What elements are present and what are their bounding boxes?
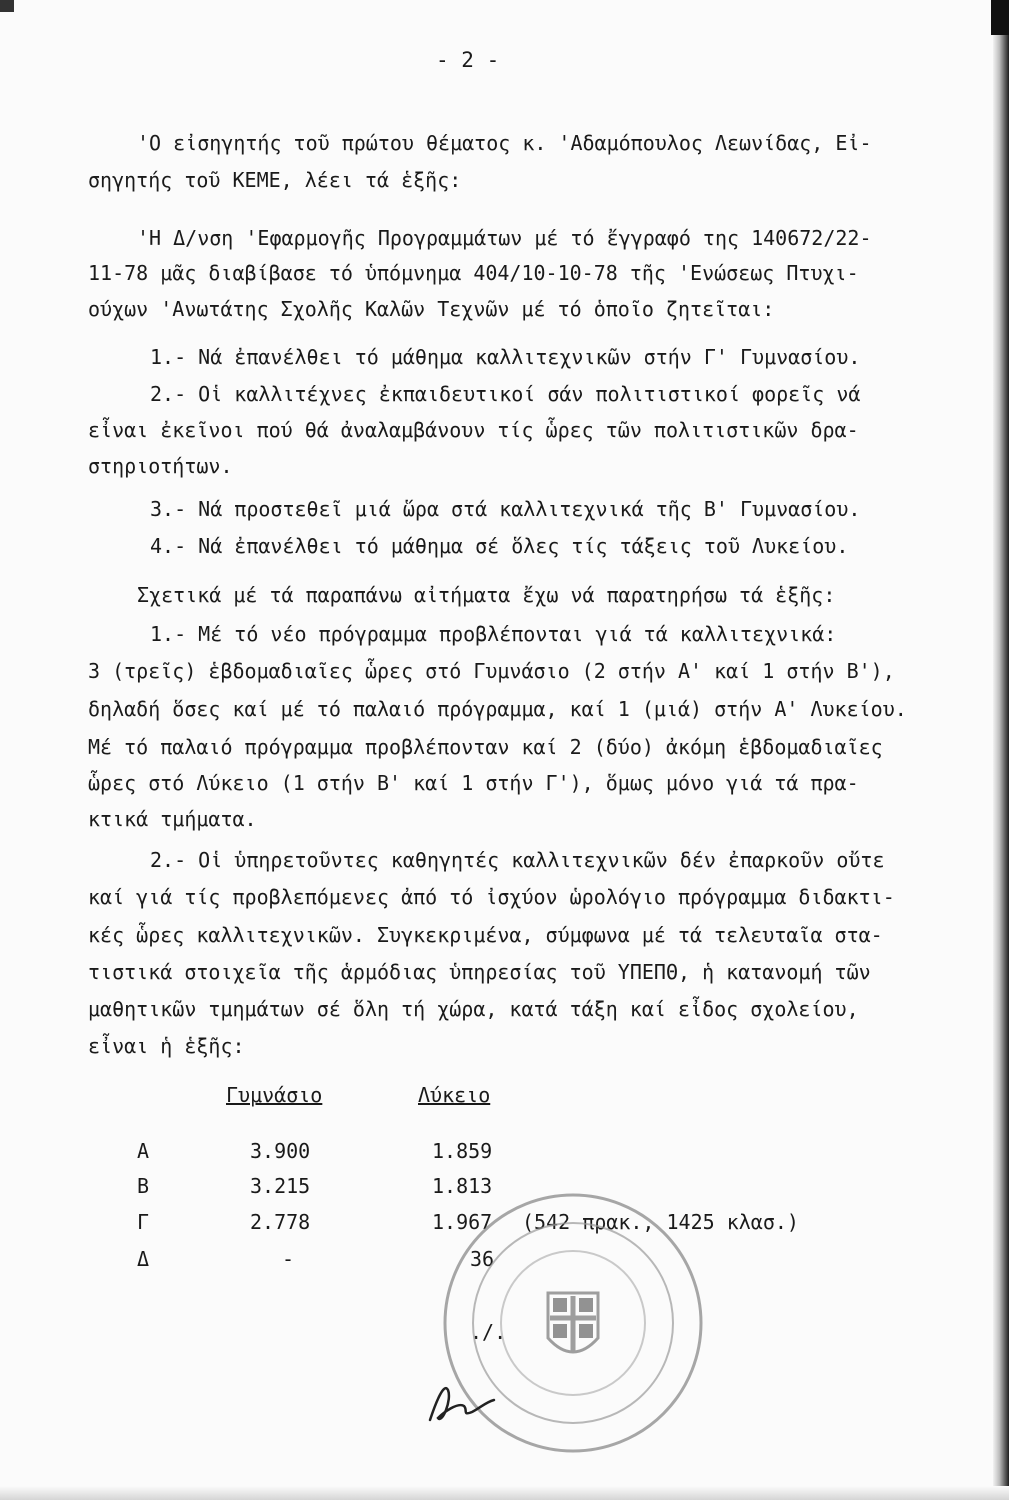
scan-edge-shadow — [993, 0, 1009, 1500]
text-line: κές ὧρες καλλιτεχνικῶν. Συγκεκριμένα, σύμφωνα μέ τά τελευταῖα στα- — [88, 923, 883, 947]
text-line: εἶναι ἡ ἑξῆς: — [88, 1034, 245, 1058]
continuation-mark: ./. — [470, 1320, 507, 1344]
text-line: 2.- Οἱ καλλιτέχνες ἐκπαιδευτικοί σάν πολιτιστικοί φορεῖς νά — [150, 382, 861, 406]
text-line: στηριοτήτων. — [88, 454, 233, 478]
text-line: 3.- Νά προστεθεῖ μιά ὥρα στά καλλιτεχνικά τῆς Β' Γυμνασίου. — [150, 497, 861, 521]
text-line: 1.- Νά ἐπανέλθει τό μάθημα καλλιτεχνικῶν στήν Γ' Γυμνασίου. — [150, 345, 861, 369]
table-cell-lykeio: 36 — [470, 1247, 495, 1271]
text-line: σηγητής τοῦ ΚΕΜΕ, λέει τά ἑξῆς: — [88, 168, 462, 192]
text-line: εἶναι ἐκεῖνοι πού θά ἀναλαμβάνουν τίς ὧρες τῶν πολιτιστικῶν δρα- — [88, 418, 859, 442]
text-line: 'Η Δ/νση 'Εφαρμογῆς Προγραμμάτων μέ τό ἔγγραφό της 140672/22- — [137, 226, 872, 250]
text-line: ούχων 'Ανωτάτης Σχολῆς Καλῶν Τεχνῶν μέ τό ὁποῖο ζητεῖται: — [88, 297, 775, 321]
text-line: μαθητικῶν τμημάτων σέ ὅλη τή χώρα, κατά τάξη καί εἶδος σχολείου, — [88, 997, 859, 1021]
table-cell-gymnasio: 3.215 — [250, 1174, 311, 1198]
table-cell-lykeio: 1.813 — [432, 1174, 493, 1198]
table-row-label: Δ — [137, 1247, 150, 1271]
table-cell-gymnasio: 2.778 — [250, 1210, 311, 1234]
text-line: καί γιά τίς προβλεπόμενες ἀπό τό ἰσχύον ὡρολόγιο πρόγραμμα διδακτι- — [88, 885, 895, 909]
table-row-label: Α — [137, 1139, 150, 1163]
table-cell-gymnasio: 3.900 — [250, 1139, 311, 1163]
table-row-label: Γ — [137, 1210, 150, 1234]
table-row-label: Β — [137, 1174, 150, 1198]
text-line: 3 (τρεῖς) ἑβδομαδιαῖες ὧρες στό Γυμνάσιο (2 στήν Α' καί 1 στήν Β'), — [88, 659, 895, 683]
scan-bottom-edge — [0, 1486, 1009, 1500]
text-line: 'Ο εἰσηγητής τοῦ πρώτου θέματος κ. 'Αδαμόπουλος Λεωνίδας, Εἰ- — [137, 131, 872, 155]
text-line: 4.- Νά ἐπανέλθει τό μάθημα σέ ὅλες τίς τάξεις τοῦ Λυκείου. — [150, 534, 849, 558]
text-line: Μέ τό παλαιό πρόγραμμα προβλέπονταν καί 2 (δύο) ἀκόμη ἑβδομαδιαῖες — [88, 735, 883, 759]
text-line: δηλαδή ὅσες καί μέ τό παλαιό πρόγραμμα, καί 1 (μιά) στήν Α' Λυκείου. — [88, 697, 907, 721]
scan-edge-artifact — [991, 0, 1009, 35]
coat-of-arms-icon — [548, 1293, 598, 1353]
text-line: τιστικά στοιχεῖα τῆς ἁρμόδιας ὑπηρεσίας τοῦ ΥΠΕΠΘ, ἡ κατανομή τῶν — [88, 960, 871, 984]
table-header-lykeio: Λύκειο — [418, 1083, 491, 1107]
signature-icon — [422, 1372, 502, 1432]
table-cell-note: (542 πρακ., 1425 κλασ.) — [522, 1210, 799, 1234]
table-cell-gymnasio: - — [282, 1247, 295, 1271]
text-line: Σχετικά μέ τά παραπάνω αἰτήματα ἔχω νά παρατηρήσω τά ἑξῆς: — [137, 583, 836, 607]
table-cell-lykeio: 1.859 — [432, 1139, 493, 1163]
text-line: 1.- Μέ τό νέο πρόγραμμα προβλέπονται γιά τά καλλιτεχνικά: — [150, 622, 837, 646]
text-line: 11-78 μᾶς διαβίβασε τό ὑπόμνημα 404/10-10-78 τῆς 'Ενώσεως Πτυχι- — [88, 261, 859, 285]
text-line: κτικά τμήματα. — [88, 807, 257, 831]
table-header-gymnasio: Γυμνάσιο — [226, 1083, 323, 1107]
table-cell-lykeio: 1.967 — [432, 1210, 493, 1234]
text-line: ὧρες στό Λύκειο (1 στήν Β' καί 1 στήν Γ'), ὅμως μόνο γιά τά πρα- — [88, 771, 859, 795]
text-line: 2.- Οἱ ὑπηρετοῦντες καθηγητές καλλιτεχνικῶν δέν ἐπαρκοῦν οὔτε — [150, 848, 885, 872]
scan-corner-artifact — [0, 0, 14, 12]
page-number: - 2 - — [436, 48, 500, 72]
